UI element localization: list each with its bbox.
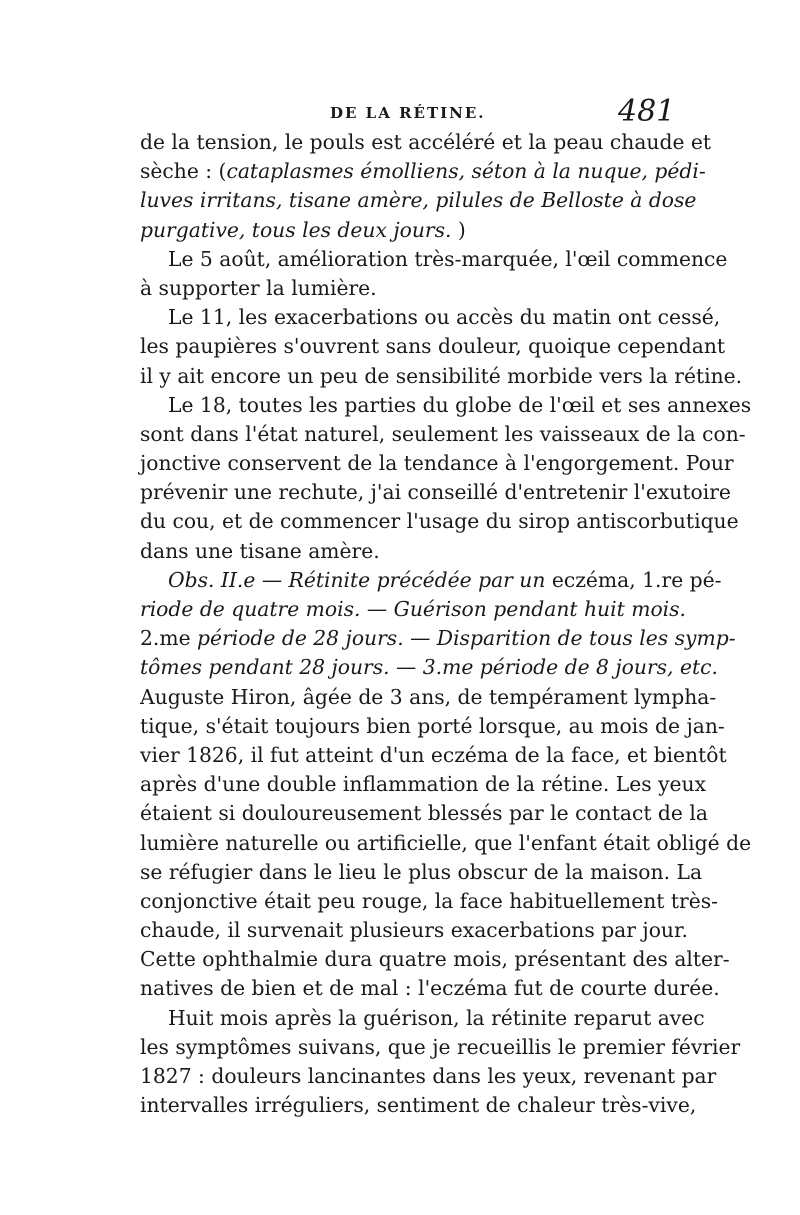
page-number: 481 [618, 94, 676, 129]
text-line: jonctive conservent de la tendance à l'engorgement. Pour [140, 451, 734, 476]
italic-segment: tômes pendant 28 jours. — 3.me période de 8 jours, etc. [140, 655, 718, 680]
italic-segment: purgative, tous les deux jours. [140, 217, 452, 242]
text-line: les symptômes suivans, que je recueillis le premier février [140, 1034, 741, 1059]
text-line: de la tension, le pouls est accéléré et la peau chaude et [140, 130, 712, 154]
text-line: les paupières s'ouvrent sans douleur, quoique cependant [140, 334, 726, 359]
text-line: il y ait encore un peu de sensibilité morbide vers la rétine. [140, 363, 743, 388]
italic-segment: période de 28 jours. — Disparition de tous les symp- [197, 626, 736, 651]
text-line: du cou, et de commencer l'usage du sirop antiscorbutique [140, 509, 739, 534]
text-line: se réfugier dans le lieu le plus obscur de la maison. La [140, 859, 703, 884]
text-line: vier 1826, il fut atteint d'un eczéma de la face, et bientôt [140, 742, 727, 767]
text-line [140, 186, 697, 215]
text-line: après d'une double inflammation de la rétine. Les yeux [140, 772, 707, 797]
text-line: lumière naturelle ou artificielle, que l'enfant était obligé de [140, 830, 752, 855]
text-segment: eczéma, 1.re pé- [545, 567, 722, 592]
text-line: Le 11, les exacerbations ou accès du matin ont cessé, [168, 305, 721, 330]
text-line: dans une tisane amère. [140, 538, 380, 563]
text-line [140, 595, 686, 624]
italic-segment: cataplasmes émolliens, séton à la nuque, pédi- [226, 159, 706, 184]
italic-segment: riode de quatre mois. — Guérison pendant huit mois. [140, 597, 686, 621]
text-line: prévenir une rechute, j'ai conseillé d'entretenir l'exutoire [140, 480, 731, 505]
text-line: Le 18, toutes les parties du globe de l'œil et ses annexes [168, 392, 752, 417]
text-line: à supporter la lumière. [140, 275, 377, 300]
text-segment: sèche : ( [140, 159, 227, 184]
text-line [140, 157, 706, 186]
text-line: Huit mois après la guérison, la rétinite reparut avec [168, 1005, 705, 1030]
text-line: Le 5 août, amélioration très-marquée, l'œil commence [168, 246, 728, 271]
text-line: natives de bien et de mal : l'eczéma fut de courte durée. [140, 976, 720, 1001]
text-line [140, 653, 718, 682]
text-line: Auguste Hiron, âgée de 3 ans, de tempérament lympha- [140, 684, 717, 709]
text-line [140, 624, 736, 653]
text-line: conjonctive était peu rouge, la face habituellement très- [140, 888, 719, 913]
text-segment: ) [451, 217, 466, 242]
italic-segment: Obs. II.e — Rétinite précédée par un [168, 567, 546, 592]
text-line: intervalles irréguliers, sentiment de chaleur très-vive, [140, 1093, 697, 1118]
text-line: Cette ophthalmie dura quatre mois, présentant des alter- [140, 947, 730, 972]
text-segment: 2.me [140, 626, 198, 651]
text-line: tique, s'était toujours bien porté lorsque, au mois de jan- [140, 713, 725, 738]
text-line [140, 566, 722, 595]
text-line: étaient si douloureusement blessés par le contact de la [140, 801, 708, 826]
running-title: DE LA RÉTINE. [330, 104, 486, 122]
text-line [140, 216, 655, 245]
text-line: 1827 : douleurs lancinantes dans les yeux, revenant par [140, 1064, 717, 1088]
body-text [140, 128, 752, 1120]
text-line: sont dans l'état naturel, seulement les vaisseaux de la con- [140, 421, 746, 446]
text-line: chaude, il survenait plusieurs exacerbations par jour. [140, 918, 688, 943]
italic-segment: luves irritans, tisane amère, pilules de Belloste à dose [140, 188, 697, 213]
